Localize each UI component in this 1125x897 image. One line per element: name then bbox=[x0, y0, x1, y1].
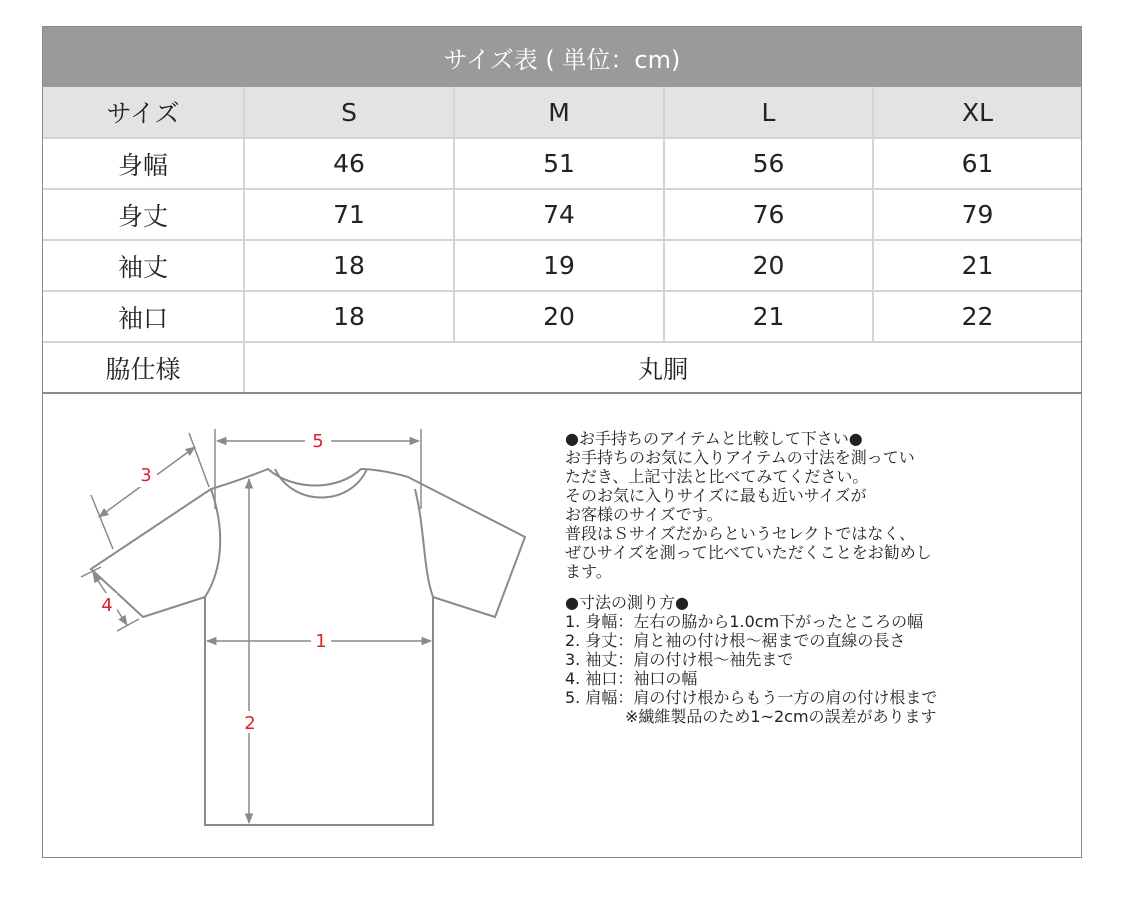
table-cell: 71 bbox=[244, 189, 454, 240]
table-header-row bbox=[43, 87, 1081, 138]
info-line: ます。 bbox=[565, 562, 612, 581]
table-cell: 79 bbox=[873, 189, 1081, 240]
table-row bbox=[43, 189, 1081, 240]
tshirt-outline bbox=[91, 469, 525, 825]
header-xl: XL bbox=[873, 87, 1081, 138]
step-line: 3. 袖丈：肩の付け根～袖先まで bbox=[565, 650, 794, 669]
table-cell: 22 bbox=[873, 291, 1081, 342]
measurement-instructions bbox=[565, 429, 1065, 726]
compare-heading: ●お手持ちのアイテムと比較して下さい● bbox=[565, 429, 863, 448]
info-line: お客様のサイズです。 bbox=[565, 505, 723, 524]
table-cell: 20 bbox=[664, 240, 873, 291]
table-cell: 61 bbox=[873, 138, 1081, 189]
table-row-side bbox=[43, 342, 1081, 393]
step-line: 4. 袖口：袖口の幅 bbox=[565, 669, 698, 688]
tshirt-illustration bbox=[43, 399, 543, 857]
row-label: 袖丈 bbox=[43, 240, 244, 291]
measurement-diagram bbox=[43, 399, 1081, 857]
table-cell: 19 bbox=[454, 240, 664, 291]
table-cell: 18 bbox=[244, 240, 454, 291]
side-spec-value: 丸胴 bbox=[244, 342, 1081, 393]
size-table bbox=[43, 87, 1081, 394]
table-cell: 20 bbox=[454, 291, 664, 342]
marker-4: 4 bbox=[101, 595, 113, 616]
step-line: 1. 身幅：左右の脇から1.0cm下がったところの幅 bbox=[565, 612, 924, 631]
marker-3: 3 bbox=[140, 465, 152, 486]
row-label: 身幅 bbox=[43, 138, 244, 189]
step-line: 5. 肩幅：肩の付け根からもう一方の肩の付け根まで bbox=[565, 688, 938, 707]
table-row bbox=[43, 240, 1081, 291]
header-size: サイズ bbox=[43, 87, 244, 138]
header-s: S bbox=[244, 87, 454, 138]
marker-5: 5 bbox=[312, 431, 324, 452]
table-cell: 18 bbox=[244, 291, 454, 342]
table-cell: 74 bbox=[454, 189, 664, 240]
table-cell: 46 bbox=[244, 138, 454, 189]
header-l: L bbox=[664, 87, 873, 138]
info-line: そのお気に入りサイズに最も近いサイズが bbox=[565, 486, 867, 505]
row-label: 袖口 bbox=[43, 291, 244, 342]
table-row bbox=[43, 291, 1081, 342]
info-line: 普段はＳサイズだからというセレクトではなく、 bbox=[565, 524, 916, 543]
size-chart bbox=[42, 26, 1082, 858]
table-cell: 21 bbox=[873, 240, 1081, 291]
row-label: 身丈 bbox=[43, 189, 244, 240]
table-cell: 56 bbox=[664, 138, 873, 189]
marker-1: 1 bbox=[315, 631, 327, 652]
info-line: ぜひサイズを測って比べていただくことをお勧めし bbox=[565, 543, 932, 562]
tolerance-note: ※繊維製品のため1~2cmの誤差があります bbox=[625, 707, 937, 726]
header-m: M bbox=[454, 87, 664, 138]
chart-title: サイズ表 ( 単位：cm) bbox=[43, 27, 1081, 87]
table-cell: 76 bbox=[664, 189, 873, 240]
table-cell: 51 bbox=[454, 138, 664, 189]
table-cell: 21 bbox=[664, 291, 873, 342]
table-row bbox=[43, 138, 1081, 189]
row-label: 脇仕様 bbox=[43, 342, 244, 393]
marker-2: 2 bbox=[244, 713, 256, 734]
step-line: 2. 身丈：肩と袖の付け根～裾までの直線の長さ bbox=[565, 631, 906, 650]
howto-heading: ●寸法の測り方● bbox=[565, 593, 689, 612]
info-line: ただき、上記寸法と比べてみてください。 bbox=[565, 467, 869, 486]
info-line: お手持ちのお気に入りアイテムの寸法を測ってい bbox=[565, 448, 915, 467]
